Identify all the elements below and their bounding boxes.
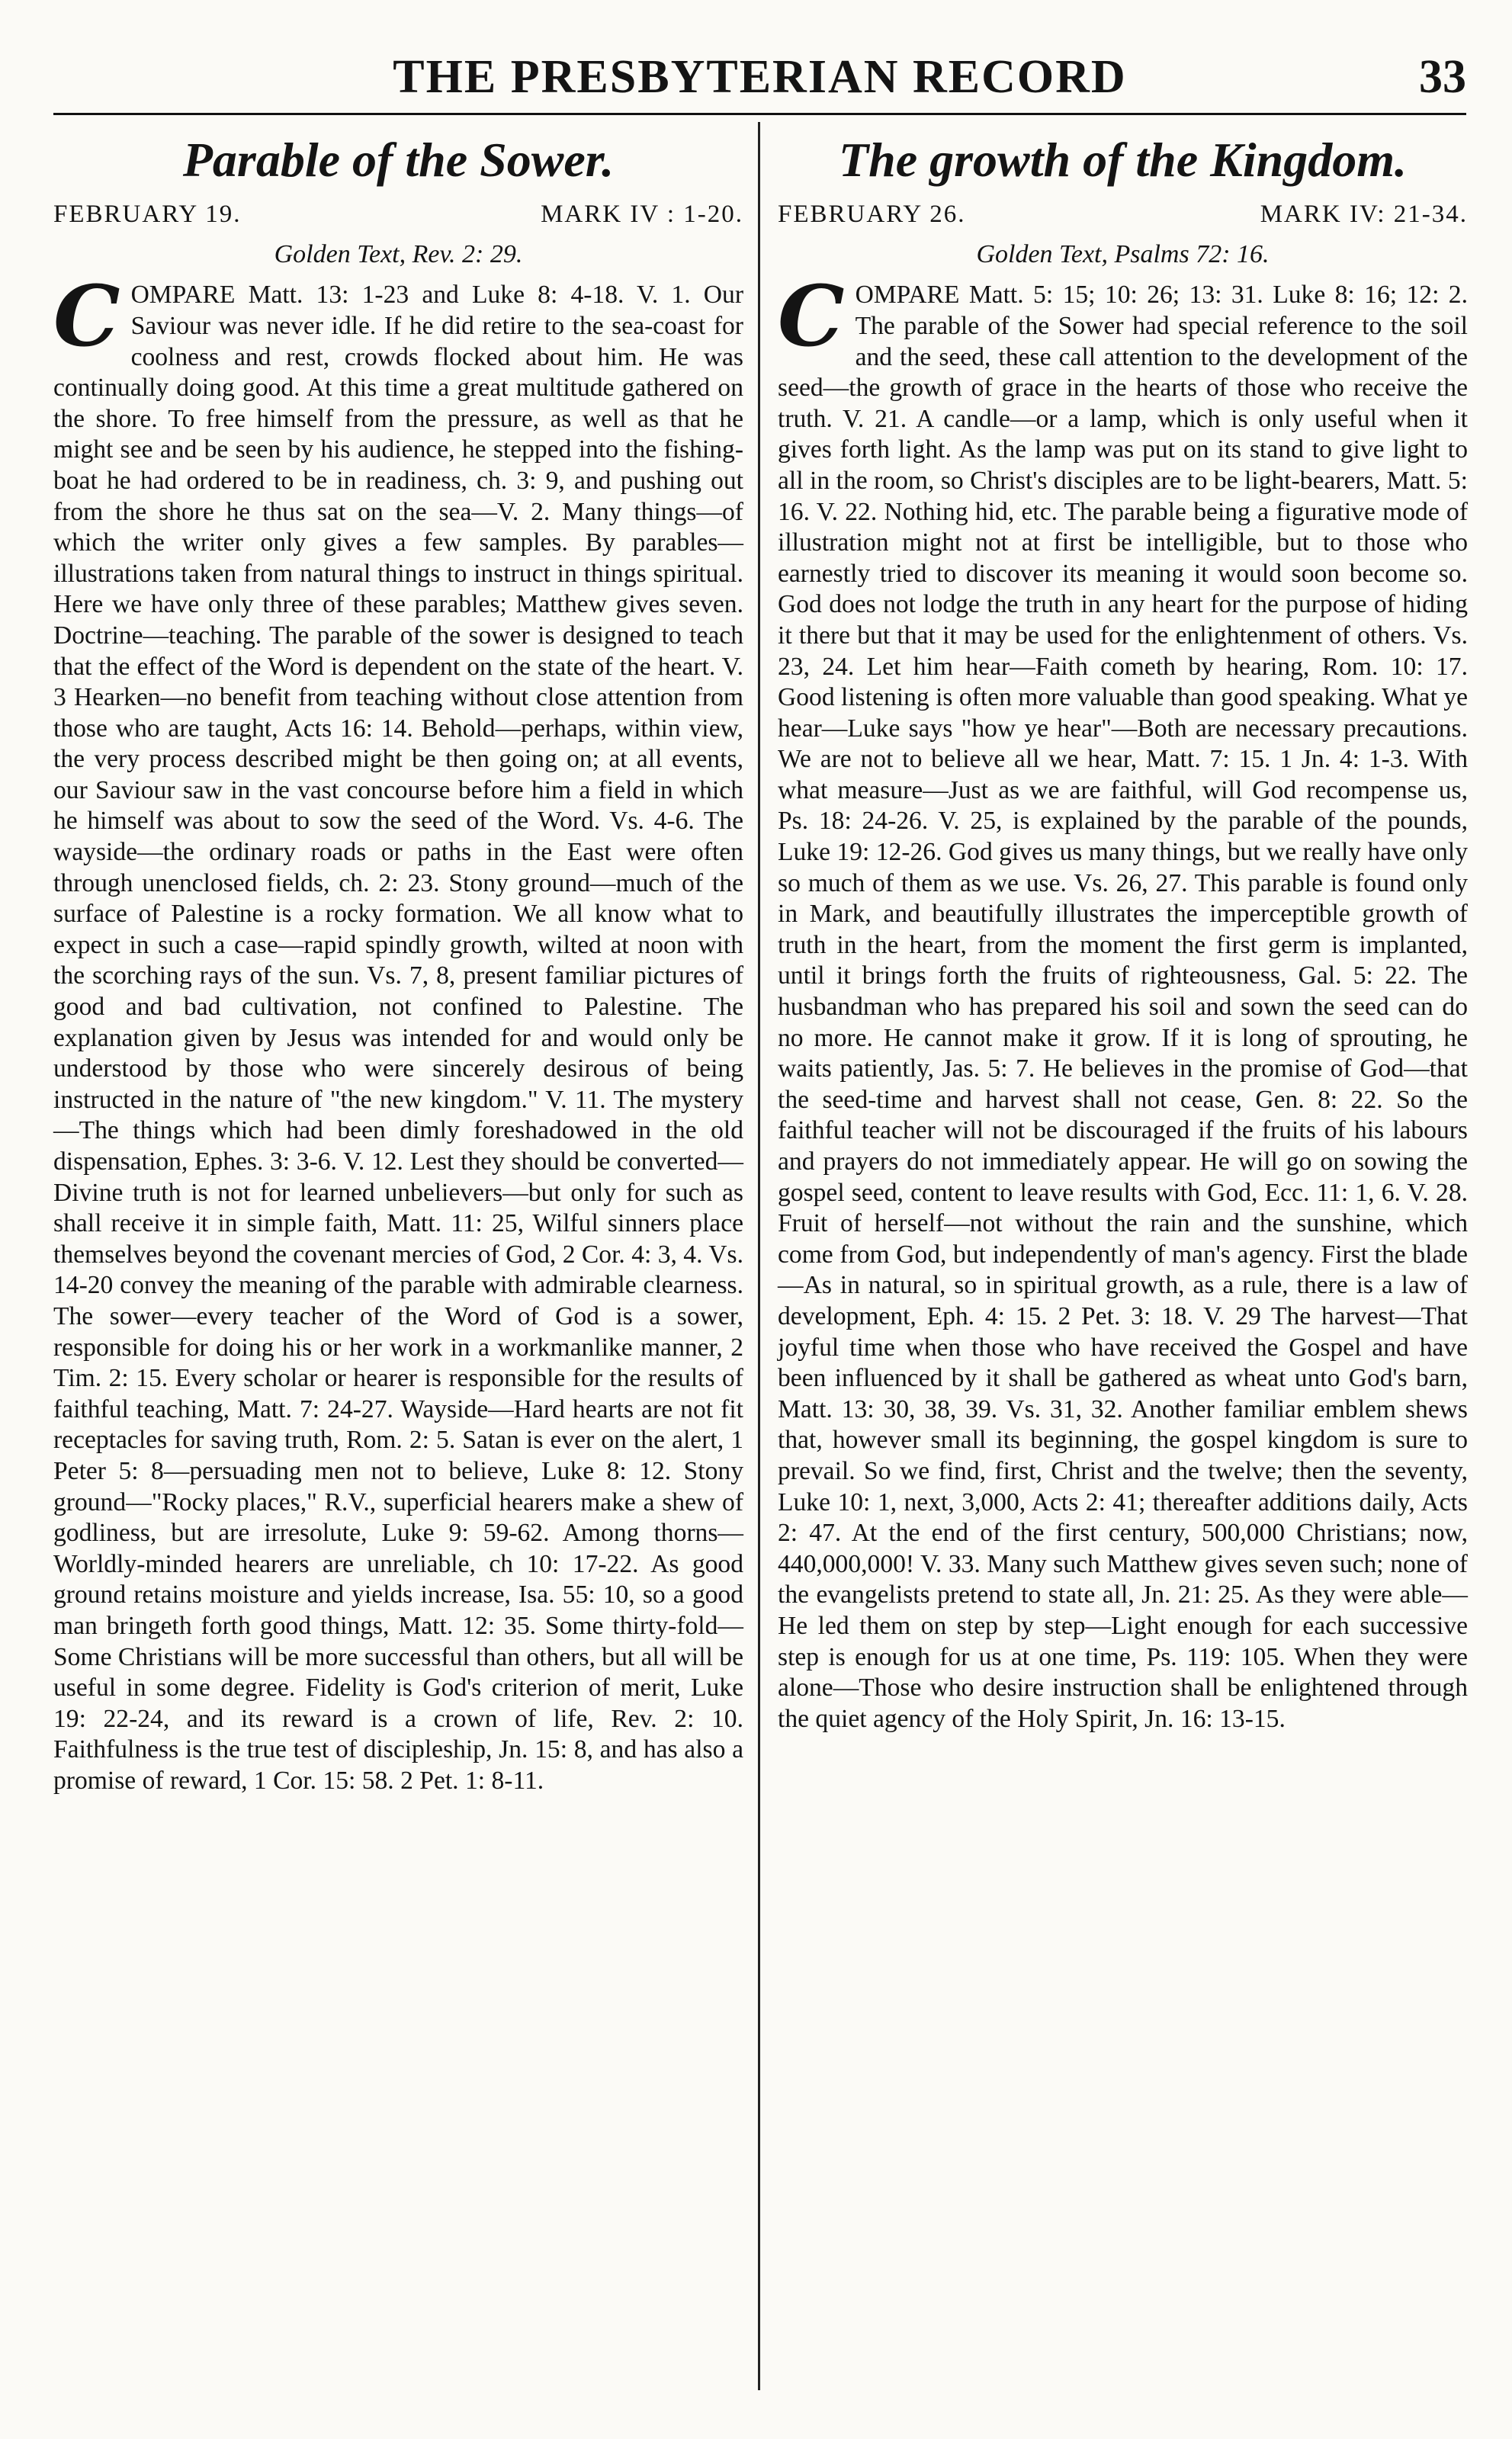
column-divider [758, 122, 760, 2390]
golden-text: Golden Text, Rev. 2: 29. [274, 240, 523, 269]
lesson-date: FEBRUARY 19. [53, 201, 242, 229]
lesson-title: Parable of the Sower. [182, 133, 615, 187]
drop-cap: C [53, 267, 120, 366]
running-title: THE PRESBYTERIAN RECORD [393, 51, 1127, 103]
lesson-title: The growth of the Kingdom. [839, 133, 1407, 187]
drop-cap: C [778, 267, 845, 366]
lesson-column-left [53, 133, 743, 1796]
page-number: 33 [1419, 51, 1466, 103]
scripture-reference: MARK IV: 21-34. [1260, 201, 1468, 229]
running-head [53, 44, 1466, 115]
lesson-body-text: OMPARE Matt. 13: 1-23 and Luke 8: 4-18. V. 1. Our Saviour was never idle. If he did retire to the sea-coast for coolness and rest, crowds flocked about him. He was continually doing good. At this time a great multitude gathered on the shore. To free himself from the pressure, as well as that he might see and be seen by his audience, he stepped into the fishing-boat he had ordered to be in readiness, ch. 3: 9, and pushing out from the shore he thus sat on the sea—V. 2. Many things—of which the writer only gives a few samples. By parables—illustrations taken from natural things to instruct in things spiritual. Here we have only three of these parables; Matthew gives seven. Doctrine—teaching. The parable of the sower is designed to teach that the effect of the Word is dependent on the state of the heart. V. 3 Hearken—no benefit from teaching without close attention from those who are taught, Acts 16: 14. Behold—perhaps, within view, the very process described might be then going on; at all events, our Saviour saw in the vast concourse before him a field in which he himself was about to sow the seed of the Word. Vs. 4-6. The wayside—the ordinary roads or paths in the East were often through unenclosed fields, ch. 2: 23. Stony ground—much of the surface of Palestine is a rocky formation. We all know what to expect in such a case—rapid spindly growth, wilted at noon with the scorching rays of the sun. Vs. 7, 8, present familiar pictures of good and bad cultivation, not confined to Palestine. The explanation given by Jesus was intended for and would only be understood by those who were sincerely desirous of being instructed in the nature of "the new kingdom." V. 11. The mystery—The things which had been dimly foreshadowed in the old dispensation, Ephes. 3: 3-6. V. 12. Lest they should be converted—Divine truth is not for learned unbelievers—but only for such as shall receive it in simple faith, Matt. 11: 25, Wilful sinners place themselves beyond the covenant mercies of God, 2 Cor. 4: 3, 4. Vs. 14-20 convey the meaning of the parable with admirable clearness. The sower—every teacher of the Word of God is a sower, responsible for doing his or her work in a workmanlike manner, 2 Tim. 2: 15. Every scholar or hearer is responsible for the results of faithful teaching, Matt. 7: 24-27. Wayside—Hard hearts are not fit receptacles for saving truth, Rom. 2: 5. Satan is ever on the alert, 1 Peter 5: 8—persuading men not to believe, Luke 8: 12. Stony ground—"Rocky places," R.V., superficial hearers make a shew of godliness, but are irresolute, Luke 9: 59-62. Among thorns—Worldly-minded hearers are unreliable, ch 10: 17-22. As good ground retains moisture and yields increase, Isa. 55: 10, so a good man bringeth forth good things, Matt. 12: 35. Some thirty-fold—Some Christians will be more successful than others, but all will be useful in some degree. Fidelity is God's criterion of merit, Luke 19: 22-24, and its reward is a crown of life, Rev. 2: 10. Faithfulness is the true test of discipleship, Jn. 15: 8, and has also a promise of reward, 1 Cor. 15: 58. 2 Pet. 1: 8-11. [53, 281, 743, 1795]
lesson-body [53, 267, 743, 1796]
lesson-meta [778, 196, 1468, 234]
lesson-body [778, 267, 1468, 1735]
lesson-column-right [778, 133, 1468, 1735]
lesson-body-text: OMPARE Matt. 5: 15; 10: 26; 13: 31. Luke 8: 16; 12: 2. The parable of the Sower had special reference to the soil and the seed, these call attention to the development of the seed—the growth of grace in the hearts of those who receive the truth. V. 21. A candle—or a lamp, which is only useful when it gives forth light. As the lamp was put on its stand to give light to all in the room, so Christ's disciples are to be light-bearers, Matt. 5: 16. V. 22. Nothing hid, etc. The parable being a figurative mode of illustration might not at first be intelligible, but to those who earnestly tried to discover its meaning it would soon become so. God does not lodge the truth in any heart for the purpose of hiding it there but that it may be used for the enlightenment of others. Vs. 23, 24. Let him hear—Faith cometh by hearing, Rom. 10: 17. Good listening is often more valuable than good speaking. What ye hear—Luke says "how ye hear"—Both are necessary precautions. We are not to believe all we hear, Matt. 7: 15. 1 Jn. 4: 1-3. With what measure—Just as we are faithful, will God recompense us, Ps. 18: 24-26. V. 25, is explained by the parable of the pounds, Luke 19: 12-26. God gives us many things, but we really have only so much of them as we use. Vs. 26, 27. This parable is found only in Mark, and beautifully illustrates the imperceptible growth of truth in the heart, from the moment the first germ is implanted, until it brings forth the fruits of righteousness, Gal. 5: 22. The husbandman who has prepared his soil and sown the seed can do no more. He cannot make it grow. If it is long of sprouting, he waits patiently, Jas. 5: 7. He believes in the promise of God—that the seed-time and harvest shall not cease, Gen. 8: 22. So the faithful teacher will not be discouraged if the fruits of his labours and prayers do not immediately appear. He will go on sowing the gospel seed, content to leave results with God, Ecc. 11: 1, 6. V. 28. Fruit of herself—not without the rain and the sunshine, which come from God, but independently of man's agency. First the blade—As in natural, so in spiritual growth, as a rule, there is a law of development, Eph. 4: 15. 2 Pet. 3: 18. V. 29 The harvest—That joyful time when those who have received the Gospel and have been influenced by it shall be gathered as wheat unto God's barn, Matt. 13: 30, 38, 39. Vs. 31, 32. Another familiar emblem shews that, however small its beginning, the gospel kingdom is sure to prevail. So we find, first, Christ and the twelve; then the seventy, Luke 10: 1, next, 3,000, Acts 2: 41; thereafter additions daily, Acts 2: 47. At the end of the first century, 500,000 Christians; now, 440,000,000! V. 33. Many such Matthew gives seven such; none of the evangelists pretend to state all, Jn. 21: 25. As they were able—He led them on step by step—Light enough for each successive step is enough for us at one time, Ps. 119: 105. When they were alone—Those who desire instruction shall be enlightened through the quiet agency of the Holy Spirit, Jn. 16: 13-15. [778, 281, 1468, 1733]
scripture-reference: MARK IV : 1-20. [541, 201, 743, 229]
lesson-meta [53, 196, 743, 234]
golden-text: Golden Text, Psalms 72: 16. [976, 240, 1270, 269]
lesson-date: FEBRUARY 26. [778, 201, 966, 229]
